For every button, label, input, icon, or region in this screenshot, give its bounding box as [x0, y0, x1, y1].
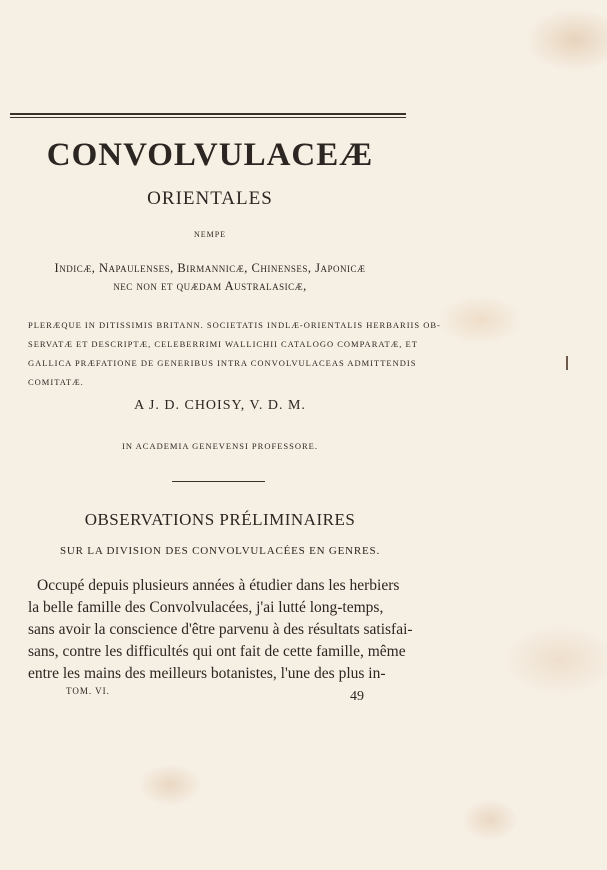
margin-mark	[566, 356, 568, 370]
author-line: A J. D. CHOISY, V. D. M.	[134, 398, 306, 413]
regions-line-1: Indicæ, Napaulenses, Birmannicæ, Chinenses, Japonicæ	[54, 261, 366, 275]
volume-signature: TOM. VI.	[66, 686, 110, 696]
page-number: 49	[350, 689, 364, 704]
section-divider	[172, 481, 265, 482]
body-line: sans avoir la conscience d'être parvenu à des résultats satisfai-	[28, 621, 413, 638]
nempe-label: NEMPE	[193, 230, 227, 239]
section-title: OBSERVATIONS PRÉLIMINAIRES	[84, 510, 356, 529]
body-line: sans, contre les difficultés qui ont fait de cette famille, même	[28, 643, 406, 660]
description-line: PLERÆQUE IN DITISSIMIS BRITANN. SOCIETATIS INDLÆ-ORIENTALIS HERBARIIS OB-	[28, 320, 441, 330]
regions-line-2: nec non et quædam Australasicæ,	[113, 279, 307, 293]
description-paragraph	[28, 316, 441, 392]
description-line: GALLICA PRÆFATIONE DE GENERIBUS INTRA CONVOLVULACEAS ADMITTENDIS	[28, 358, 417, 368]
body-line: la belle famille des Convolvulacées, j'ai lutté long-temps,	[28, 599, 384, 616]
affiliation-line: IN ACADEMIA GENEVENSI PROFESSORE.	[122, 441, 318, 451]
section-subtitle: SUR LA DIVISION DES CONVOLVULACÉES EN GENRES.	[59, 545, 381, 557]
body-line: Occupé depuis plusieurs années à étudier dans les herbiers	[37, 577, 400, 594]
description-line: SERVATÆ ET DESCRIPTÆ, CELEBERRIMI WALLICHII CATALOGO COMPARATÆ, ET	[28, 339, 418, 349]
page-title: CONVOLVULACEÆ	[46, 137, 374, 173]
page-subtitle: ORIENTALES	[147, 188, 273, 209]
body-paragraph	[28, 575, 414, 685]
body-line: entre les mains des meilleurs botanistes, l'une des plus in-	[28, 665, 386, 682]
top-double-rule	[10, 113, 406, 115]
top-double-rule-thin	[10, 117, 406, 118]
description-line: COMITATÆ.	[28, 377, 84, 387]
